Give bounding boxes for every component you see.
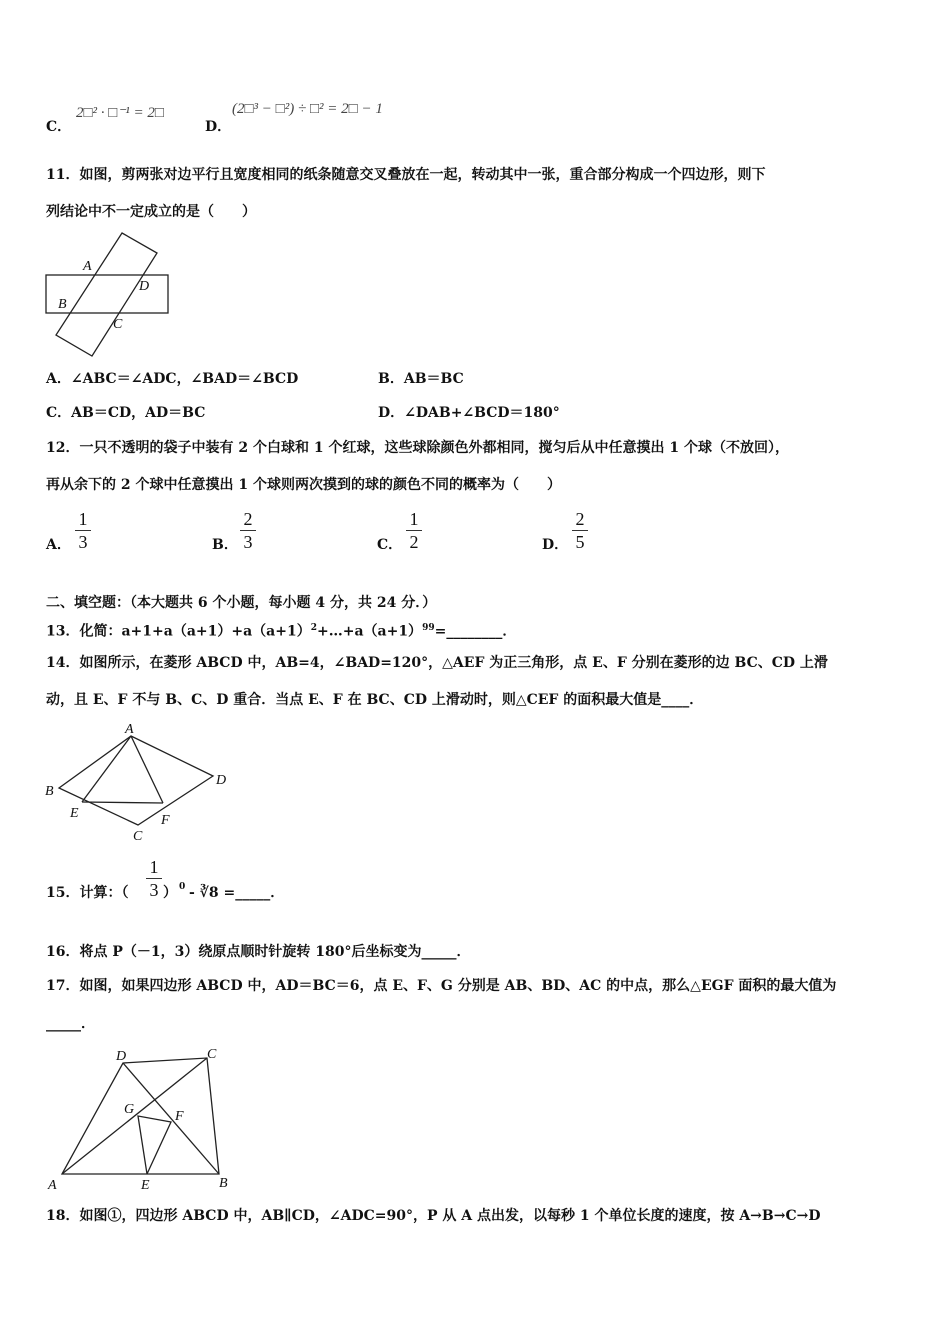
q17-figure xyxy=(40,1043,240,1193)
q15-fraction: 1 3 xyxy=(146,857,162,900)
q12-option-d-fraction: 2 5 xyxy=(572,509,588,552)
q15-prefix: 15．计算：（ xyxy=(46,885,129,901)
q14-label-f: F xyxy=(161,813,170,828)
q12-text-line1: 12．一只不透明的袋子中装有 2 个白球和 1 个红球，这些球除颜色外都相同，搅匀后从中任意摸出 1 个球（不放回）， xyxy=(46,440,789,456)
q11-option-b: B．AB＝BC xyxy=(378,371,464,387)
q12-option-b-fraction: 2 3 xyxy=(240,509,256,552)
q14-text-line2: 动，且 E、F 不与 B、C、D 重合．当点 E、F 在 BC、CD 上滑动时，则△CEF 的面积最大值是____． xyxy=(46,692,704,708)
q16-text: 16．将点 P（－1，3）绕原点顺时针旋转 180°后坐标变为_____． xyxy=(46,944,471,960)
q12-option-a-fraction: 1 3 xyxy=(75,509,91,552)
q12-text-line2: 再从余下的 2 个球中任意摸出 1 个球则两次摸到的球的颜色不同的概率为（ ） xyxy=(46,477,561,493)
q12-option-c-label: C． xyxy=(377,537,403,553)
q12-option-b-label: B． xyxy=(212,537,238,553)
q10-option-d-formula: (2□³ − □²) ÷ □² = 2□ − 1 xyxy=(232,101,383,117)
q15-rest: - ∛8 =_____． xyxy=(189,885,285,901)
q12-option-a-label: A． xyxy=(46,537,71,553)
q17-label-d: D xyxy=(116,1049,127,1064)
q17-label-b: B xyxy=(219,1176,228,1191)
q18-text: 18．如图①，四边形 ABCD 中，AB∥CD，∠ADC=90°，P 从 A 点出发，以每秒 1 个单位长度的速度，按 A→B→C→D xyxy=(46,1208,821,1224)
q17-label-e: E xyxy=(141,1178,150,1193)
q14-label-a: A xyxy=(125,722,134,737)
q14-label-c: C xyxy=(133,829,143,844)
q11-text-line2: 列结论中不一定成立的是（ ） xyxy=(46,204,256,220)
q11-label-d: D xyxy=(139,279,150,294)
section2-heading: 二、填空题：（本大题共 6 个小题，每小题 4 分，共 24 分．） xyxy=(46,595,437,611)
q10-option-c-label: C． xyxy=(46,119,72,135)
q10-option-d-label: D． xyxy=(205,119,232,135)
q15-close-paren: ） xyxy=(163,885,177,901)
q14-label-e: E xyxy=(70,806,79,821)
q17-label-f: F xyxy=(175,1109,184,1124)
q15-exponent: 0 xyxy=(179,882,186,892)
q13-text: 13．化简：$a+1+a(a+1)+a(a+1)^2+\dots+a(a+1)^{99}=\_\_\_\_\_\_\_\_$． xyxy=(46,623,517,640)
q11-label-c: C xyxy=(113,317,123,332)
q17-label-a: A xyxy=(48,1178,57,1193)
q17-label-g: G xyxy=(124,1102,135,1117)
q17-label-c: C xyxy=(207,1047,217,1062)
q17-text-line1: 17．如图，如果四边形 ABCD 中，AD＝BC＝6，点 E、F、G 分别是 AB、BD、AC 的中点，那么△EGF 面积的最大值为 xyxy=(46,978,837,994)
q10-option-c-formula: 2□² · □⁻¹ = 2□ xyxy=(76,105,164,121)
q17-text-line2: _____． xyxy=(46,1016,95,1032)
q14-label-b: B xyxy=(45,784,54,799)
q14-label-d: D xyxy=(216,773,227,788)
q11-option-a: A．∠ABC＝∠ADC，∠BAD＝∠BCD xyxy=(46,371,299,387)
q11-figure xyxy=(40,228,180,360)
q12-option-c-fraction: 1 2 xyxy=(406,509,422,552)
q11-text-line1: 11．如图，剪两张对边平行且宽度相同的纸条随意交叉叠放在一起，转动其中一张，重合部分构成一个四边形，则下 xyxy=(46,167,766,183)
q11-option-c: C．AB＝CD，AD＝BC xyxy=(46,405,206,421)
q11-option-d: D．∠DAB+∠BCD＝180° xyxy=(378,405,560,421)
q11-label-b: B xyxy=(58,297,67,312)
q11-label-a: A xyxy=(83,259,92,274)
q14-figure xyxy=(40,720,240,845)
q14-text-line1: 14．如图所示，在菱形 ABCD 中，AB=4，∠BAD=120°，△AEF 为正三角形，点 E、F 分别在菱形的边 BC、CD 上滑 xyxy=(46,655,828,671)
q12-option-d-label: D． xyxy=(542,537,569,553)
